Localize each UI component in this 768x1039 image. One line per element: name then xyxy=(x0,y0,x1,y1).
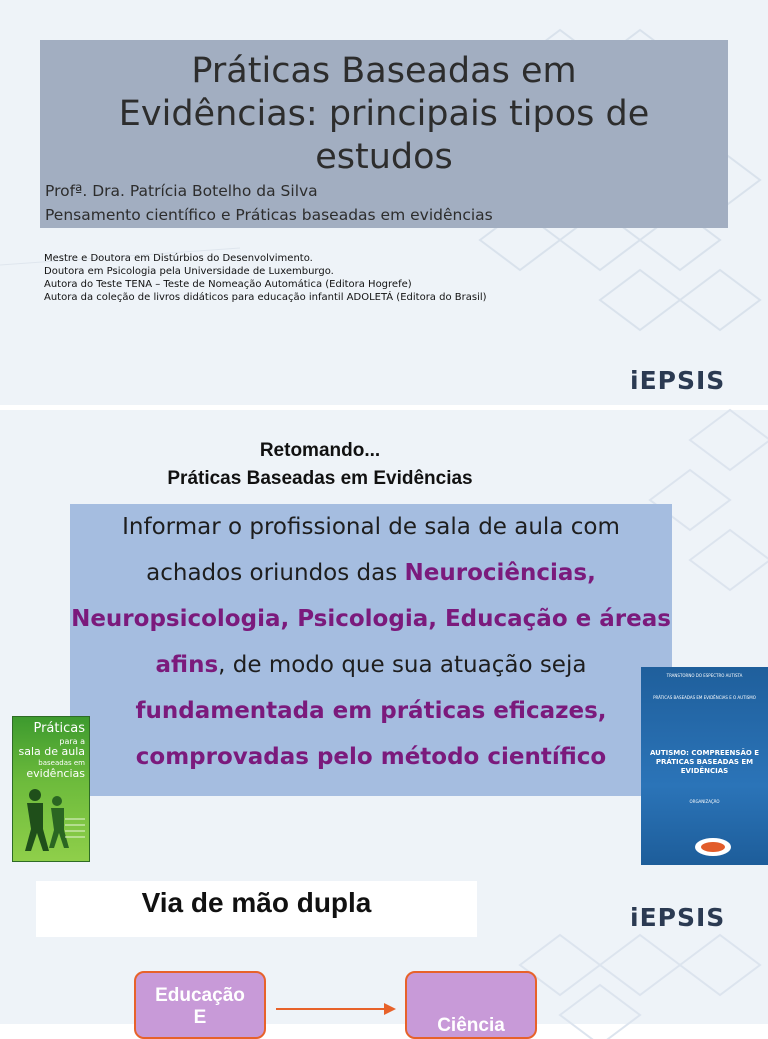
text-plain: achados oriundos das xyxy=(146,560,405,586)
book-org: ORGANIZAÇÃO xyxy=(689,799,720,804)
book-title-3: sala de aula xyxy=(18,745,85,758)
title-line-2: Evidências: principais tipos de xyxy=(118,94,650,134)
bio-line: Mestre e Doutora em Distúrbios do Desenvolvimento. xyxy=(44,253,313,264)
book-main-title: AUTISMO: COMPREENSÃO E PRÁTICAS BASEADAS EM EVIDÊNCIAS xyxy=(649,749,760,775)
slide-title: Via de mão dupla xyxy=(141,887,372,918)
iepsis-logo: iEPSIS xyxy=(630,903,726,932)
title-box xyxy=(36,881,477,937)
title-line-1: Práticas Baseadas em xyxy=(191,51,577,91)
arrow-right-icon xyxy=(272,999,402,1019)
node-educacao xyxy=(134,971,266,1039)
heading-line-2: Práticas Baseadas em Evidências xyxy=(167,468,473,489)
heading-line-1: Retomando... xyxy=(259,440,381,461)
text-highlight: Neurociências, xyxy=(404,560,596,586)
book-top-2: PRÁTICAS BASEADAS EM EVIDÊNCIAS E O AUTISMO xyxy=(653,695,756,700)
bio-line: Autora do Teste TENA – Teste de Nomeação Automática (Editora Hogrefe) xyxy=(44,279,412,290)
slide-title xyxy=(0,0,768,405)
slide-retomando xyxy=(0,410,768,865)
book-title-1: Práticas xyxy=(33,721,85,736)
node-ciencia xyxy=(405,971,537,1039)
book-title-4: baseadas em xyxy=(38,759,85,767)
node-label-line-2: E xyxy=(193,1007,207,1028)
author-name: Profª. Dra. Patrícia Botelho da Silva xyxy=(45,182,318,200)
iepsis-logo: iEPSIS xyxy=(630,366,726,395)
info-text xyxy=(70,504,672,780)
book-cover-praticas xyxy=(12,716,90,862)
slide-title-text xyxy=(40,50,728,179)
publisher-logo-icon xyxy=(693,835,733,857)
text-line-1: Informar o profissional de sala de aula com xyxy=(122,514,620,540)
book-title-5: evidências xyxy=(26,767,85,780)
title-line-3: estudos xyxy=(315,137,453,177)
course-name: Pensamento científico e Práticas baseadas em evidências xyxy=(45,206,493,224)
node-label-line-1: Educação xyxy=(155,985,245,1006)
text-highlight: afins xyxy=(155,652,219,678)
title-box xyxy=(40,40,728,228)
node-label: Ciência xyxy=(437,1015,505,1036)
book-title-2: para a xyxy=(59,737,85,746)
children-illustration xyxy=(13,781,89,861)
text-line-2 xyxy=(70,550,672,596)
text-plain: , de modo que sua atuação seja xyxy=(218,652,587,678)
text-line-5: fundamentada em práticas eficazes, xyxy=(135,698,607,724)
text-line-4 xyxy=(70,642,672,688)
text-line-3: Neuropsicologia, Psicologia, Educação e áreas xyxy=(71,606,671,632)
book-top-1: TRANSTORNO DO ESPECTRO AUTISTA xyxy=(666,673,743,678)
info-box xyxy=(70,504,672,796)
text-line-6: comprovadas pelo método científico xyxy=(135,744,607,770)
slide-via-mao-dupla xyxy=(0,865,768,1036)
bio-line: Doutora em Psicologia pela Universidade de Luxemburgo. xyxy=(44,266,334,277)
author-bio xyxy=(44,252,487,304)
book-cover-autismo xyxy=(641,667,768,865)
bio-line: Autora da coleção de livros didáticos para educação infantil ADOLETÁ (Editora do Brasil) xyxy=(44,292,487,303)
